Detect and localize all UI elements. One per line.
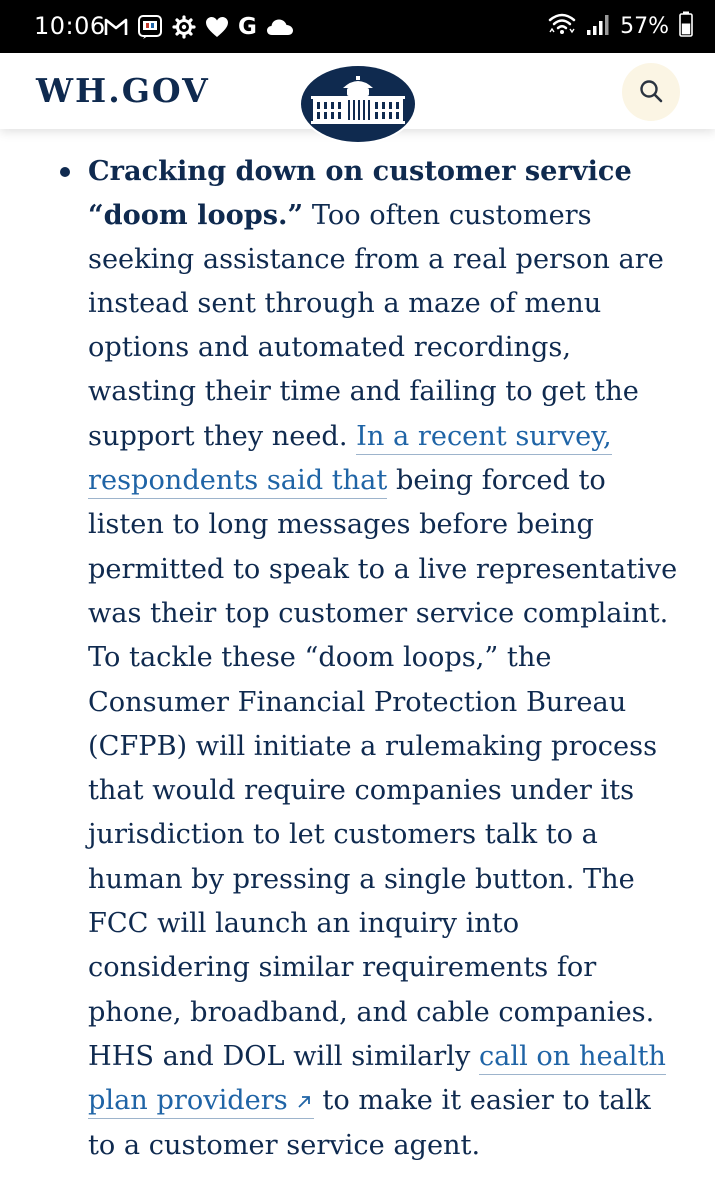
wifi-icon [548,12,576,40]
status-bar [0,0,715,53]
cloud-icon [266,18,294,36]
external-link[interactable] [88,1085,314,1119]
list-bullet [60,167,70,177]
text-line [88,548,688,592]
google-icon: G [238,14,257,40]
text-line [88,902,688,946]
text-line [88,238,688,282]
body-text: jurisdiction to let customers talk to a [88,819,598,851]
body-text: wasting their time and failing to get the [88,376,639,408]
body-text: that would require companies under its [88,775,635,807]
site-header [0,53,715,129]
text-line [88,769,688,813]
body-text: listen to long messages before being [88,509,594,541]
text-line [88,725,688,769]
body-text: to a customer service agent. [88,1129,481,1161]
text-line [88,991,688,1035]
search-button[interactable] [622,63,680,121]
white-house-seal-icon[interactable] [299,64,417,144]
text-line [88,1079,688,1123]
link-label: In a recent survey, [356,420,612,452]
text-line [88,858,688,902]
bullet-paragraph [88,149,688,1168]
site-logo-link[interactable]: WH.GOV [36,71,210,110]
system-status [548,12,693,40]
body-text: was their top customer service complaint. [88,597,669,629]
link-label: respondents said that [88,465,388,497]
text-line [88,149,688,193]
text-line [88,459,688,503]
text-line [88,415,688,459]
body-text: permitted to speak to a live representative [88,553,678,585]
battery-percent: 57% [620,13,669,39]
text-line [88,1035,688,1079]
bold-heading-text: Cracking down on customer service [88,155,632,187]
signal-icon [586,12,610,40]
news-icon [137,14,163,40]
body-text: being forced to [387,465,606,497]
link-label: call on health [478,1040,666,1072]
bold-heading-text: “doom loops.” [88,199,304,232]
text-line [88,1124,688,1168]
text-line [88,592,688,636]
body-text: HHS and DOL will similarly [88,1040,479,1072]
body-text: support they need. [88,420,357,452]
inline-link[interactable] [356,421,612,455]
body-text: human by pressing a single button. The [88,863,635,895]
body-text: Too often customers [303,200,592,232]
link-label: plan providers [88,1085,288,1117]
status-time: 10:06 [34,12,106,40]
search-icon [638,78,664,107]
text-line [88,370,688,414]
body-text: options and automated recordings, [88,332,571,364]
text-line [88,636,688,680]
text-line [88,326,688,370]
text-line [88,813,688,857]
body-text: seeking assistance from a real person are [88,243,664,275]
text-line [88,193,688,237]
body-text: To tackle these “doom loops,” the [88,642,552,674]
body-text: Consumer Financial Protection Bureau [88,686,627,718]
inline-link[interactable] [479,1041,666,1075]
heart-icon [205,16,229,38]
body-text: to make it easier to talk [322,1085,651,1117]
gmail-icon [104,17,128,37]
body-text: (CFPB) will initiate a rulemaking process [88,730,658,762]
inline-link[interactable] [88,465,387,499]
battery-icon [679,11,693,41]
settings-icon [172,15,196,39]
text-line [88,681,688,725]
text-line [88,946,688,990]
external-link-icon [296,1080,312,1124]
text-line [88,503,688,547]
notification-icons [104,14,294,40]
text-line [88,282,688,326]
body-text: considering similar requirements for [88,952,597,984]
article-body [0,129,715,1200]
body-text: FCC will launch an inquiry into [88,908,520,940]
body-text: phone, broadband, and cable companies. [88,996,655,1028]
body-text: instead sent through a maze of menu [88,287,602,319]
